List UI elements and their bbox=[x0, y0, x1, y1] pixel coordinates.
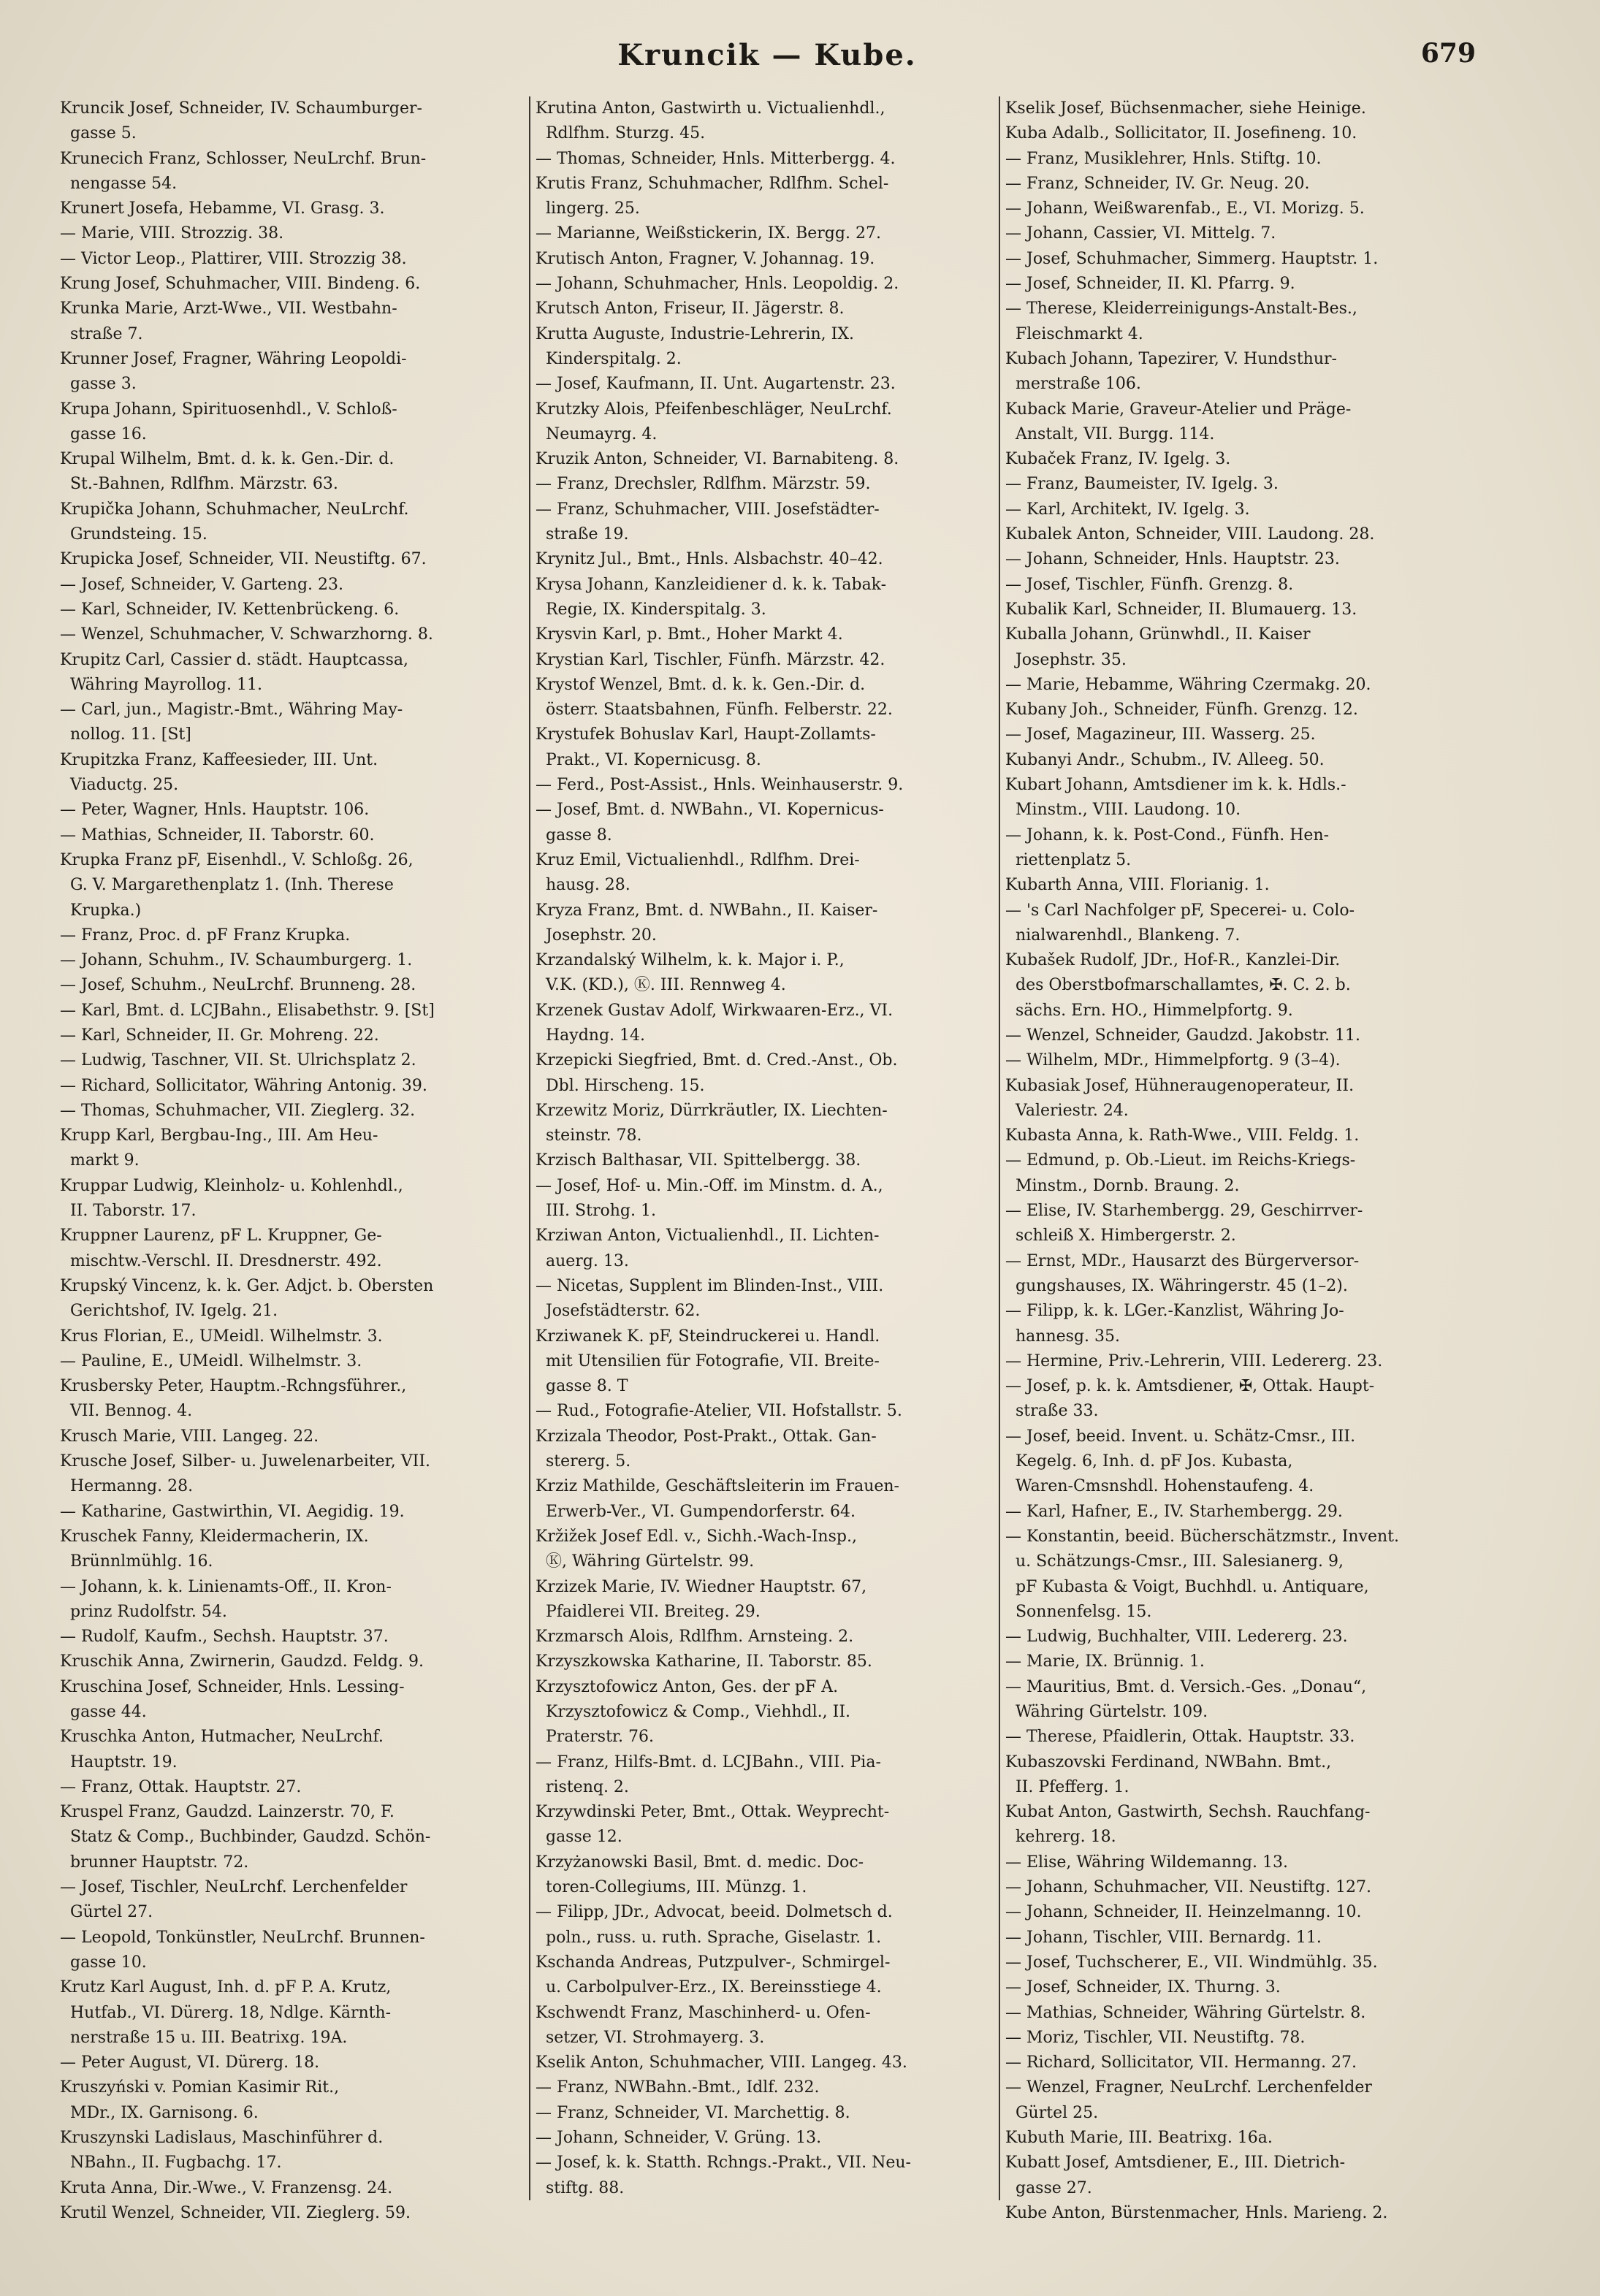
directory-entry-line: Kselik Josef, Büchsenmacher, siehe Heinige. bbox=[1005, 99, 1366, 118]
directory-entry-line: — Carl, jun., Magistr.-Bmt., Währing May- bbox=[60, 701, 403, 720]
directory-entry-line: — Franz, Proc. d. pF Franz Krupka. bbox=[60, 926, 351, 945]
directory-entry-line: Regie, IX. Kinderspitalg. 3. bbox=[536, 600, 766, 619]
directory-entry-line: Währing Gürtelstr. 109. bbox=[1005, 1703, 1208, 1721]
directory-entry-line: — Karl, Bmt. d. LCJBahn., Elisabethstr. 9. [St] bbox=[60, 1001, 435, 1020]
directory-entry-line: Kinderspitalg. 2. bbox=[536, 349, 682, 368]
directory-entry-line: u. Schätzungs-Cmsr., III. Salesianerg. 9, bbox=[1005, 1552, 1344, 1571]
directory-entry-line: Krupp Karl, Bergbau-Ing., III. Am Heu- bbox=[60, 1126, 378, 1145]
directory-entry-line: — Karl, Hafner, E., IV. Starhembergg. 29. bbox=[1005, 1502, 1343, 1521]
directory-entry-line: gasse 10. bbox=[60, 1953, 147, 1972]
directory-entry-line: Grundsteing. 15. bbox=[60, 525, 207, 544]
directory-entry-line: gasse 27. bbox=[1005, 2178, 1092, 2197]
directory-entry-line: Kruszyński v. Pomian Kasimir Rit., bbox=[60, 2078, 340, 2097]
directory-entry-line: Hauptstr. 19. bbox=[60, 1752, 178, 1771]
directory-entry-line: — Mathias, Schneider, Währing Gürtelstr. 8. bbox=[1005, 2003, 1366, 2022]
directory-entry-line: Krutta Auguste, Industrie-Lehrerin, IX. bbox=[536, 324, 854, 343]
directory-entry-line: mit Utensilien für Fotografie, VII. Breite- bbox=[536, 1351, 880, 1370]
directory-entry-line: — Katharine, Gastwirthin, VI. Aegidig. 19. bbox=[60, 1502, 405, 1521]
directory-entry-line: Kubat Anton, Gastwirth, Sechsh. Rauchfang- bbox=[1005, 1803, 1371, 1822]
directory-entry-line: hausg. 28. bbox=[536, 876, 631, 895]
directory-entry-line: — Franz, Schneider, VI. Marchettig. 8. bbox=[536, 2103, 850, 2122]
directory-entry-line: Krysvin Karl, p. Bmt., Hoher Markt 4. bbox=[536, 625, 843, 644]
directory-entry-line: — Filipp, k. k. LGer.-Kanzlist, Währing Jo- bbox=[1005, 1302, 1344, 1321]
directory-entry-line: — Josef, Hof- u. Min.-Off. im Minstm. d. A., bbox=[536, 1176, 883, 1195]
directory-entry-line: Hutfab., VI. Dürerg. 18, Ndlge. Kärnth- bbox=[60, 2003, 392, 2022]
directory-entry-line: Dbl. Hirscheng. 15. bbox=[536, 1076, 705, 1095]
directory-entry-line: MDr., IX. Garnisong. 6. bbox=[60, 2103, 259, 2122]
directory-entry-line: Viaductg. 25. bbox=[60, 776, 179, 795]
directory-entry-line: — Franz, Hilfs-Bmt. d. LCJBahn., VIII. Pia- bbox=[536, 1752, 881, 1771]
directory-entry-line: ristenq. 2. bbox=[536, 1777, 629, 1796]
directory-entry-line: Krziz Mathilde, Geschäftsleiterin im Frauen- bbox=[536, 1477, 899, 1496]
directory-entry-line: Kschanda Andreas, Putzpulver-, Schmirgel- bbox=[536, 1953, 891, 1972]
directory-entry-line: — Mathias, Schneider, II. Taborstr. 60. bbox=[60, 825, 375, 844]
directory-entry-line: — Josef, Tischler, NeuLrchf. Lerchenfelder bbox=[60, 1878, 408, 1897]
directory-entry-line: Josephstr. 35. bbox=[1005, 650, 1127, 669]
directory-entry-line: — Franz, Schneider, IV. Gr. Neug. 20. bbox=[1005, 174, 1310, 193]
directory-entry-line: — Hermine, Priv.-Lehrerin, VIII. Ledererg. 23. bbox=[1005, 1351, 1383, 1370]
directory-entry-line: VII. Bennog. 4. bbox=[60, 1402, 193, 1421]
directory-entry-line: prinz Rudolfstr. 54. bbox=[60, 1602, 227, 1621]
directory-entry-line: Kselik Anton, Schuhmacher, VIII. Langeg. 43. bbox=[536, 2053, 907, 2072]
directory-entry-line: Krysa Johann, Kanzleidiener d. k. k. Tabak- bbox=[536, 575, 887, 594]
directory-entry-line: Krzewitz Moriz, Dürrkräutler, IX. Liechten- bbox=[536, 1101, 888, 1120]
directory-entry-line: Kubart Johann, Amtsdiener im k. k. Hdls.- bbox=[1005, 776, 1346, 795]
directory-entry-line: Krzenek Gustav Adolf, Wirkwaaren-Erz., VI. bbox=[536, 1001, 894, 1020]
directory-entry-line: — Josef, Schneider, II. Kl. Pfarrg. 9. bbox=[1005, 275, 1295, 294]
directory-entry-line: straße 33. bbox=[1005, 1402, 1099, 1421]
directory-entry-line: Krynitz Jul., Bmt., Hnls. Alsbachstr. 40–42. bbox=[536, 550, 883, 569]
directory-entry-line: — 's Carl Nachfolger pF, Specerei- u. Colo- bbox=[1005, 901, 1355, 920]
directory-entry-line: Krung Josef, Schuhmacher, VIII. Bindeng. 6. bbox=[60, 275, 421, 294]
directory-entry-line: — Marie, VIII. Strozzig. 38. bbox=[60, 224, 284, 243]
directory-entry-line: Josephstr. 20. bbox=[536, 926, 657, 945]
directory-entry-line: Gürtel 25. bbox=[1005, 2103, 1099, 2122]
directory-entry-line: Krupský Vincenz, k. k. Ger. Adjct. b. Obersten bbox=[60, 1276, 434, 1295]
directory-entry-line: — Rudolf, Kaufm., Sechsh. Hauptstr. 37. bbox=[60, 1628, 389, 1647]
directory-entry-line: straße 19. bbox=[536, 525, 629, 544]
directory-entry-line: Kubarth Anna, VIII. Florianig. 1. bbox=[1005, 876, 1270, 895]
directory-entry-line: lingerg. 25. bbox=[536, 199, 640, 218]
directory-entry-line: NBahn., II. Fugbachg. 17. bbox=[60, 2154, 282, 2173]
directory-entry-line: Kubalik Karl, Schneider, II. Blumauerg. 13. bbox=[1005, 600, 1357, 619]
directory-entry-line: Krutsch Anton, Friseur, II. Jägerstr. 8. bbox=[536, 300, 845, 319]
directory-entry-line: nengasse 54. bbox=[60, 174, 178, 193]
directory-entry-line: Krunka Marie, Arzt-Wwe., VII. Westbahn- bbox=[60, 300, 397, 319]
directory-entry-line: Kryza Franz, Bmt. d. NWBahn., II. Kaiser- bbox=[536, 901, 878, 920]
directory-entry-line: Gerichtshof, IV. Igelg. 21. bbox=[60, 1302, 278, 1321]
directory-entry-line: Krutz Karl August, Inh. d. pF P. A. Krutz, bbox=[60, 1978, 392, 1997]
directory-entry-line: Krzizala Theodor, Post-Prakt., Ottak. Gan- bbox=[536, 1427, 877, 1446]
directory-entry-line: Anstalt, VII. Burgg. 114. bbox=[1005, 424, 1215, 443]
directory-entry-line: Haydng. 14. bbox=[536, 1026, 646, 1045]
directory-entry-line: Krzysztofowicz Anton, Ges. der pF A. bbox=[536, 1677, 839, 1696]
directory-entry-line: Krzysztofowicz & Comp., Viehhdl., II. bbox=[536, 1703, 851, 1721]
directory-entry-line: Kubanyi Andr., Schubm., IV. Alleeg. 50. bbox=[1005, 750, 1325, 769]
directory-entry-line: Kruppner Laurenz, pF L. Kruppner, Ge- bbox=[60, 1227, 382, 1246]
directory-entry-line: Krupicka Josef, Schneider, VII. Neustiftg. 67. bbox=[60, 550, 427, 569]
directory-entry-line: — Wenzel, Schuhmacher, V. Schwarzhorng. 8. bbox=[60, 625, 433, 644]
directory-entry-line: — Victor Leop., Plattirer, VIII. Strozzig 38. bbox=[60, 249, 407, 268]
directory-entry-line: toren-Collegiums, III. Münzg. 1. bbox=[536, 1878, 807, 1897]
directory-entry-line: Kubasiak Josef, Hühneraugenoperateur, II. bbox=[1005, 1076, 1355, 1095]
directory-entry-line: Krutzky Alois, Pfeifenbeschläger, NeuLrchf. bbox=[536, 400, 892, 419]
directory-entry-line: schleiß X. Himbergerstr. 2. bbox=[1005, 1227, 1236, 1246]
directory-entry-line: Kruszynski Ladislaus, Maschinführer d. bbox=[60, 2129, 384, 2148]
directory-entry-line: — Josef, p. k. k. Amtsdiener, ✠, Ottak. Haupt- bbox=[1005, 1377, 1375, 1396]
directory-entry-line: Neumayrg. 4. bbox=[536, 424, 658, 443]
directory-entry-line: sächs. Ern. HO., Himmelpfortg. 9. bbox=[1005, 1001, 1293, 1020]
directory-entry-line: pF Kubasta & Voigt, Buchhdl. u. Antiquare, bbox=[1005, 1577, 1369, 1596]
directory-entry-line: des Oberstbofmarschallamtes, ✠. C. 2. b. bbox=[1005, 976, 1351, 995]
directory-entry-line: poln., russ. u. ruth. Sprache, Giselastr. 1. bbox=[536, 1928, 882, 1947]
directory-entry-line: — Franz, Ottak. Hauptstr. 27. bbox=[60, 1777, 302, 1796]
directory-entry-line: Kuba Adalb., Sollicitator, II. Josefineng. 10. bbox=[1005, 124, 1357, 143]
directory-entry-line: gasse 16. bbox=[60, 424, 147, 443]
directory-entry-line: — Marie, Hebamme, Währing Czermakg. 20. bbox=[1005, 675, 1371, 694]
directory-entry-line: Krupal Wilhelm, Bmt. d. k. k. Gen.-Dir. d. bbox=[60, 450, 395, 469]
directory-entry-line: — Josef, Kaufmann, II. Unt. Augartenstr. 23. bbox=[536, 375, 896, 394]
directory-entry-line: Prakt., VI. Kopernicusg. 8. bbox=[536, 750, 761, 769]
directory-entry-line: — Johann, Tischler, VIII. Bernardg. 11. bbox=[1005, 1928, 1322, 1947]
directory-entry-line: — Franz, Schuhmacher, VIII. Josefstädter- bbox=[536, 500, 880, 519]
directory-entry-line: — Nicetas, Supplent im Blinden-Inst., VIII. bbox=[536, 1276, 884, 1295]
directory-entry-line: Gürtel 27. bbox=[60, 1903, 153, 1922]
column-left bbox=[60, 96, 535, 2222]
directory-entry-line: Kegelg. 6, Inh. d. pF Jos. Kubasta, bbox=[1005, 1452, 1293, 1471]
directory-entry-line: Krupa Johann, Spirituosenhdl., V. Schloß- bbox=[60, 400, 397, 419]
directory-entry-line: kehrerg. 18. bbox=[1005, 1828, 1116, 1847]
directory-entry-line: — Karl, Schneider, IV. Kettenbrückeng. 6. bbox=[60, 600, 400, 619]
directory-entry-line: — Elise, Währing Wildemanng. 13. bbox=[1005, 1853, 1288, 1872]
directory-entry-line: — Wenzel, Schneider, Gaudzd. Jakobstr. 11. bbox=[1005, 1026, 1361, 1045]
directory-entry-line: — Franz, Musiklehrer, Hnls. Stiftg. 10. bbox=[1005, 149, 1322, 168]
directory-entry-line: — Johann, Schneider, II. Heinzelmanng. 10. bbox=[1005, 1903, 1362, 1922]
directory-entry-line: — Richard, Sollicitator, VII. Hermanng. 27. bbox=[1005, 2053, 1357, 2072]
directory-entry-line: — Wenzel, Fragner, NeuLrchf. Lerchenfelder bbox=[1005, 2078, 1372, 2097]
directory-entry-line: Krzyszkowska Katharine, II. Taborstr. 85. bbox=[536, 1652, 872, 1671]
directory-entry-line: gasse 12. bbox=[536, 1828, 622, 1847]
directory-entry-line: — Josef, k. k. Statth. Rchngs.-Prakt., VII. Neu- bbox=[536, 2154, 911, 2173]
directory-entry-line: — Johann, Cassier, VI. Mittelg. 7. bbox=[1005, 224, 1276, 243]
directory-entry-line: Waren-Cmsnshdl. Hohenstaufeng. 4. bbox=[1005, 1477, 1314, 1496]
directory-entry-line: merstraße 106. bbox=[1005, 375, 1141, 394]
directory-entry-line: markt 9. bbox=[60, 1151, 140, 1170]
directory-entry-line: Krupitzka Franz, Kaffeesieder, III. Unt. bbox=[60, 750, 378, 769]
directory-entry-line: — Edmund, p. Ob.-Lieut. im Reichs-Kriegs- bbox=[1005, 1151, 1356, 1170]
directory-entry-line: nerstraße 15 u. III. Beatrixg. 19A. bbox=[60, 2028, 348, 2047]
directory-entry-line: Krziwanek K. pF, Steindruckerei u. Handl. bbox=[536, 1327, 880, 1346]
directory-entry-line: — Thomas, Schuhmacher, VII. Zieglerg. 32. bbox=[60, 1101, 416, 1120]
directory-entry-line: Kube Anton, Bürstenmacher, Hnls. Marieng. 2. bbox=[1005, 2203, 1388, 2222]
directory-entry-line: Kubany Joh., Schneider, Fünfh. Grenzg. 12. bbox=[1005, 701, 1358, 720]
directory-entry-line: auerg. 13. bbox=[536, 1251, 629, 1270]
directory-entry-line: Kubuth Marie, III. Beatrixg. 16a. bbox=[1005, 2129, 1273, 2148]
directory-entry-line: Kržižek Josef Edl. v., Sichh.-Wach-Insp., bbox=[536, 1527, 857, 1546]
directory-entry-line: — Moriz, Tischler, VII. Neustiftg. 78. bbox=[1005, 2028, 1306, 2047]
directory-entry-line: nollog. 11. [St] bbox=[60, 725, 191, 744]
page-header bbox=[58, 38, 1476, 82]
directory-entry-line: — Josef, beeid. Invent. u. Schätz-Cmsr., III. bbox=[1005, 1427, 1356, 1446]
directory-entry-line: Sonnenfelsg. 15. bbox=[1005, 1602, 1152, 1621]
directory-entry-line: Krunner Josef, Fragner, Währing Leopoldi- bbox=[60, 349, 407, 368]
directory-entry-line: Kruzik Anton, Schneider, VI. Barnabiteng. 8. bbox=[536, 450, 899, 469]
directory-entry-line: — Johann, Schuhmacher, VII. Neustiftg. 127. bbox=[1005, 1878, 1372, 1897]
directory-entry-line: — Josef, Tischler, Fünfh. Grenzg. 8. bbox=[1005, 575, 1294, 594]
directory-entry-line: Josefstädterstr. 62. bbox=[536, 1302, 701, 1321]
directory-entry-line: — Franz, Drechsler, Rdlfhm. Märzstr. 59. bbox=[536, 475, 871, 494]
directory-entry-line: Krutis Franz, Schuhmacher, Rdlfhm. Schel- bbox=[536, 174, 889, 193]
page-number: 679 bbox=[1420, 38, 1476, 69]
directory-entry-line: gasse 8. T bbox=[536, 1377, 628, 1396]
directory-entry-line: Krzisch Balthasar, VII. Spittelbergg. 38. bbox=[536, 1151, 861, 1170]
directory-entry-line: Pfaidlerei VII. Breiteg. 29. bbox=[536, 1602, 761, 1621]
directory-entry-line: — Ernst, MDr., Hausarzt des Bürgerversor- bbox=[1005, 1251, 1360, 1270]
directory-entry-line: Kubach Johann, Tapezirer, V. Hundsthur- bbox=[1005, 349, 1337, 368]
directory-entry-line: — Filipp, JDr., Advocat, beeid. Dolmetsch d. bbox=[536, 1903, 893, 1922]
directory-entry-line: Minstm., Dornb. Braung. 2. bbox=[1005, 1176, 1240, 1195]
directory-entry-line: Kschwendt Franz, Maschinherd- u. Ofen- bbox=[536, 2003, 871, 2022]
directory-entry-line: Krupka Franz pF, Eisenhdl., V. Schloßg. 26, bbox=[60, 850, 414, 869]
directory-entry-line: Kuback Marie, Graveur-Atelier und Präge- bbox=[1005, 400, 1352, 419]
directory-entry-line: — Johann, k. k. Post-Cond., Fünfh. Hen- bbox=[1005, 825, 1330, 844]
directory-entry-line: Krystof Wenzel, Bmt. d. k. k. Gen.-Dir. d. bbox=[536, 675, 866, 694]
directory-entry-line: — Franz, Baumeister, IV. Igelg. 3. bbox=[1005, 475, 1279, 494]
directory-entry-line: Fleischmarkt 4. bbox=[1005, 324, 1143, 343]
directory-entry-line: Rdlfhm. Sturzg. 45. bbox=[536, 124, 706, 143]
directory-entry-line: Kuballa Johann, Grünwhdl., II. Kaiser bbox=[1005, 625, 1311, 644]
directory-entry-line: III. Strohg. 1. bbox=[536, 1202, 656, 1221]
directory-entry-line: Krutina Anton, Gastwirth u. Victualienhdl., bbox=[536, 99, 885, 118]
directory-entry-line: Krusbersky Peter, Hauptm.-Rchngsführer., bbox=[60, 1377, 407, 1396]
directory-entry-line: Krutisch Anton, Fragner, V. Johannag. 19. bbox=[536, 249, 875, 268]
directory-entry-line: II. Pfefferg. 1. bbox=[1005, 1777, 1129, 1796]
directory-entry-line: Krus Florian, E., UMeidl. Wilhelmstr. 3. bbox=[60, 1327, 383, 1346]
directory-entry-line: brunner Hauptstr. 72. bbox=[60, 1853, 249, 1872]
directory-entry-line: Kubasta Anna, k. Rath-Wwe., VIII. Feldg. 1. bbox=[1005, 1126, 1360, 1145]
directory-entry-line: — Josef, Schuhmacher, Simmerg. Hauptstr. 1. bbox=[1005, 249, 1379, 268]
directory-entry-line: — Karl, Schneider, II. Gr. Mohreng. 22. bbox=[60, 1026, 379, 1045]
directory-entry-line: — Karl, Architekt, IV. Igelg. 3. bbox=[1005, 500, 1250, 519]
directory-entry-line: V.K. (KD.), Ⓚ. III. Rennweg 4. bbox=[536, 976, 786, 995]
directory-entry-line: — Josef, Schuhm., NeuLrchf. Brunneng. 28. bbox=[60, 976, 416, 995]
directory-entry-line: Valeriestr. 24. bbox=[1005, 1101, 1129, 1120]
directory-entry-line: — Ludwig, Taschner, VII. St. Ulrichsplatz 2. bbox=[60, 1051, 416, 1070]
directory-entry-line: österr. Staatsbahnen, Fünfh. Felberstr. 22. bbox=[536, 701, 893, 720]
directory-entry-line: — Josef, Magazineur, III. Wasserg. 25. bbox=[1005, 725, 1316, 744]
directory-entry-line: gungshauses, IX. Währingerstr. 45 (1–2). bbox=[1005, 1276, 1348, 1295]
directory-entry-line: Kruz Emil, Victualienhdl., Rdlfhm. Drei- bbox=[536, 850, 860, 869]
directory-entry-line: Kruschek Fanny, Kleidermacherin, IX. bbox=[60, 1527, 369, 1546]
directory-entry-line: gasse 5. bbox=[60, 124, 137, 143]
directory-entry-line: — Marianne, Weißstickerin, IX. Bergg. 27. bbox=[536, 224, 881, 243]
directory-entry-line: Krzandalský Wilhelm, k. k. Major i. P., bbox=[536, 951, 845, 970]
directory-entry-line: hannesg. 35. bbox=[1005, 1327, 1120, 1346]
directory-entry-line: — Thomas, Schneider, Hnls. Mitterbergg. 4. bbox=[536, 149, 896, 168]
directory-entry-line: Erwerb-Ver., VI. Gumpendorferstr. 64. bbox=[536, 1502, 856, 1521]
directory-entry-line: setzer, VI. Strohmayerg. 3. bbox=[536, 2028, 765, 2047]
directory-entry-line: Kubalek Anton, Schneider, VIII. Laudong. 28. bbox=[1005, 525, 1375, 544]
directory-entry-line: Kruspel Franz, Gaudzd. Lainzerstr. 70, F. bbox=[60, 1803, 395, 1822]
directory-entry-line: Krupička Johann, Schuhmacher, NeuLrchf. bbox=[60, 500, 409, 519]
directory-entry-line: Hermanng. 28. bbox=[60, 1477, 194, 1496]
directory-entry-line: Krzyżanowski Basil, Bmt. d. medic. Doc- bbox=[536, 1853, 864, 1872]
directory-entry-line: gasse 3. bbox=[60, 375, 137, 394]
directory-entry-line: Kubatt Josef, Amtsdiener, E., III. Dietrich- bbox=[1005, 2154, 1346, 2173]
directory-entry-line: Krzywdinski Peter, Bmt., Ottak. Weyprecht- bbox=[536, 1803, 890, 1822]
directory-entry-line: Brünnlmühlg. 16. bbox=[60, 1552, 213, 1571]
directory-entry-line: gasse 8. bbox=[536, 825, 612, 844]
directory-entry-line: Kubašek Rudolf, JDr., Hof-R., Kanzlei-Dir. bbox=[1005, 951, 1341, 970]
directory-entry-line: St.-Bahnen, Rdlfhm. Märzstr. 63. bbox=[60, 475, 338, 494]
directory-entry-line: — Josef, Tuchscherer, E., VII. Windmühlg. 35. bbox=[1005, 1953, 1378, 1972]
directory-entry-line: — Johann, Schneider, Hnls. Hauptstr. 23. bbox=[1005, 550, 1340, 569]
directory-entry-line: Minstm., VIII. Laudong. 10. bbox=[1005, 801, 1241, 820]
directory-entry-line: G. V. Margarethenplatz 1. (Inh. Therese bbox=[60, 876, 394, 895]
directory-entry-line: Ⓚ, Währing Gürtelstr. 99. bbox=[536, 1552, 755, 1571]
running-head: Kruncik — Kube. bbox=[617, 38, 917, 72]
directory-entry-line: Krusch Marie, VIII. Langeg. 22. bbox=[60, 1427, 319, 1446]
directory-entry-line: Krusche Josef, Silber- u. Juwelenarbeiter, VII. bbox=[60, 1452, 431, 1471]
directory-entry-line: stererg. 5. bbox=[536, 1452, 631, 1471]
directory-entry-line: — Therese, Kleiderreinigungs-Anstalt-Bes., bbox=[1005, 300, 1357, 319]
directory-entry-line: — Franz, NWBahn.-Bmt., Idlf. 232. bbox=[536, 2078, 820, 2097]
directory-entry-line: Kubaszovski Ferdinand, NWBahn. Bmt., bbox=[1005, 1752, 1332, 1771]
directory-entry-line: Statz & Comp., Buchbinder, Gaudzd. Schön- bbox=[60, 1828, 431, 1847]
directory-entry-line: Kruta Anna, Dir.-Wwe., V. Franzensg. 24. bbox=[60, 2178, 393, 2197]
directory-entry-line: steinstr. 78. bbox=[536, 1126, 642, 1145]
directory-entry-line: — Elise, IV. Starhembergg. 29, Geschirrver- bbox=[1005, 1202, 1363, 1221]
directory-entry-line: — Peter August, VI. Dürerg. 18. bbox=[60, 2053, 320, 2072]
directory-entry-line: Krziwan Anton, Victualienhdl., II. Lichten- bbox=[536, 1227, 880, 1246]
directory-entry-line: — Therese, Pfaidlerin, Ottak. Hauptstr. 33. bbox=[1005, 1728, 1355, 1747]
directory-entry-line: Krzmarsch Alois, Rdlfhm. Arnsteing. 2. bbox=[536, 1628, 854, 1647]
directory-entry-line: — Johann, Schneider, V. Grüng. 13. bbox=[536, 2129, 822, 2148]
directory-entry-line: — Johann, k. k. Linienamts-Off., II. Kron- bbox=[60, 1577, 392, 1596]
directory-entry-line: Krzepicki Siegfried, Bmt. d. Cred.-Anst., Ob. bbox=[536, 1051, 898, 1070]
directory-entry-line: Krunert Josefa, Hebamme, VI. Grasg. 3. bbox=[60, 199, 385, 218]
column-right bbox=[1005, 96, 1480, 2222]
directory-entry-line: — Mauritius, Bmt. d. Versich.-Ges. „Donau“, bbox=[1005, 1677, 1367, 1696]
directory-entry-line: — Ludwig, Buchhalter, VIII. Ledererg. 23. bbox=[1005, 1628, 1348, 1647]
directory-entry-line: u. Carbolpulver-Erz., IX. Bereinsstiege 4. bbox=[536, 1978, 882, 1997]
directory-entry-line: straße 7. bbox=[60, 324, 143, 343]
directory-entry-line: — Peter, Wagner, Hnls. Hauptstr. 106. bbox=[60, 801, 370, 820]
directory-entry-line: Krystufek Bohuslav Karl, Haupt-Zollamts- bbox=[536, 725, 876, 744]
directory-entry-line: Praterstr. 76. bbox=[536, 1728, 655, 1747]
directory-entry-line: Krutil Wenzel, Schneider, VII. Zieglerg. 59. bbox=[60, 2203, 411, 2222]
directory-entry-line: — Konstantin, beeid. Bücherschätzmstr., Invent. bbox=[1005, 1527, 1399, 1546]
directory-entry-line: Kruschik Anna, Zwirnerin, Gaudzd. Feldg. 9. bbox=[60, 1652, 424, 1671]
directory-entry-line: — Marie, IX. Brünnig. 1. bbox=[1005, 1652, 1205, 1671]
directory-entry-line: — Josef, Bmt. d. NWBahn., VI. Kopernicus- bbox=[536, 801, 884, 820]
directory-entry-line: — Johann, Weißwarenfab., E., VI. Morizg. 5. bbox=[1005, 199, 1365, 218]
directory-entry-line: stiftg. 88. bbox=[536, 2178, 625, 2197]
directory-entry-line: — Josef, Schneider, IX. Thurng. 3. bbox=[1005, 1978, 1281, 1997]
directory-entry-line: — Leopold, Tonkünstler, NeuLrchf. Brunnen- bbox=[60, 1928, 425, 1947]
directory-entry-line: Kruschka Anton, Hutmacher, NeuLrchf. bbox=[60, 1728, 384, 1747]
directory-entry-line: — Rud., Fotografie-Atelier, VII. Hofstallstr. 5. bbox=[536, 1402, 902, 1421]
directory-entry-line: Währing Mayrollog. 11. bbox=[60, 675, 262, 694]
directory-entry-line: Kubaček Franz, IV. Igelg. 3. bbox=[1005, 450, 1231, 469]
directory-entry-line: Krunecich Franz, Schlosser, NeuLrchf. Brun- bbox=[60, 149, 427, 168]
directory-entry-line: — Johann, Schuhm., IV. Schaumburgerg. 1. bbox=[60, 951, 413, 970]
directory-entry-line: Krupitz Carl, Cassier d. städt. Hauptcassa, bbox=[60, 650, 408, 669]
directory-entry-line: gasse 44. bbox=[60, 1703, 147, 1721]
directory-entry-line: — Johann, Schuhmacher, Hnls. Leopoldig. 2. bbox=[536, 275, 899, 294]
directory-entry-line: nialwarenhdl., Blankeng. 7. bbox=[1005, 926, 1241, 945]
directory-entry-line: — Wilhelm, MDr., Himmelpfortg. 9 (3–4). bbox=[1005, 1051, 1341, 1070]
directory-entry-line: Kruppar Ludwig, Kleinholz- u. Kohlenhdl., bbox=[60, 1176, 403, 1195]
directory-entry-line: Kruncik Josef, Schneider, IV. Schaumburger- bbox=[60, 99, 422, 118]
column-middle bbox=[536, 96, 1003, 2208]
directory-entry-line: II. Taborstr. 17. bbox=[60, 1202, 197, 1221]
directory-entry-line: riettenplatz 5. bbox=[1005, 850, 1132, 869]
directory-entry-line: mischtw.-Verschl. II. Dresdnerstr. 492. bbox=[60, 1251, 382, 1270]
directory-entry-line: — Richard, Sollicitator, Währing Antonig. 39. bbox=[60, 1076, 427, 1095]
directory-entry-line: Kruschina Josef, Schneider, Hnls. Lessing- bbox=[60, 1677, 405, 1696]
directory-entry-line: — Ferd., Post-Assist., Hnls. Weinhauserstr. 9. bbox=[536, 776, 904, 795]
directory-entry-line: — Pauline, E., UMeidl. Wilhelmstr. 3. bbox=[60, 1351, 362, 1370]
directory-entry-line: Krystian Karl, Tischler, Fünfh. Märzstr. 42. bbox=[536, 650, 885, 669]
directory-entry-line: Krzizek Marie, IV. Wiedner Hauptstr. 67, bbox=[536, 1577, 867, 1596]
directory-entry-line: — Josef, Schneider, V. Garteng. 23. bbox=[60, 575, 344, 594]
directory-entry-line: Krupka.) bbox=[60, 901, 142, 920]
